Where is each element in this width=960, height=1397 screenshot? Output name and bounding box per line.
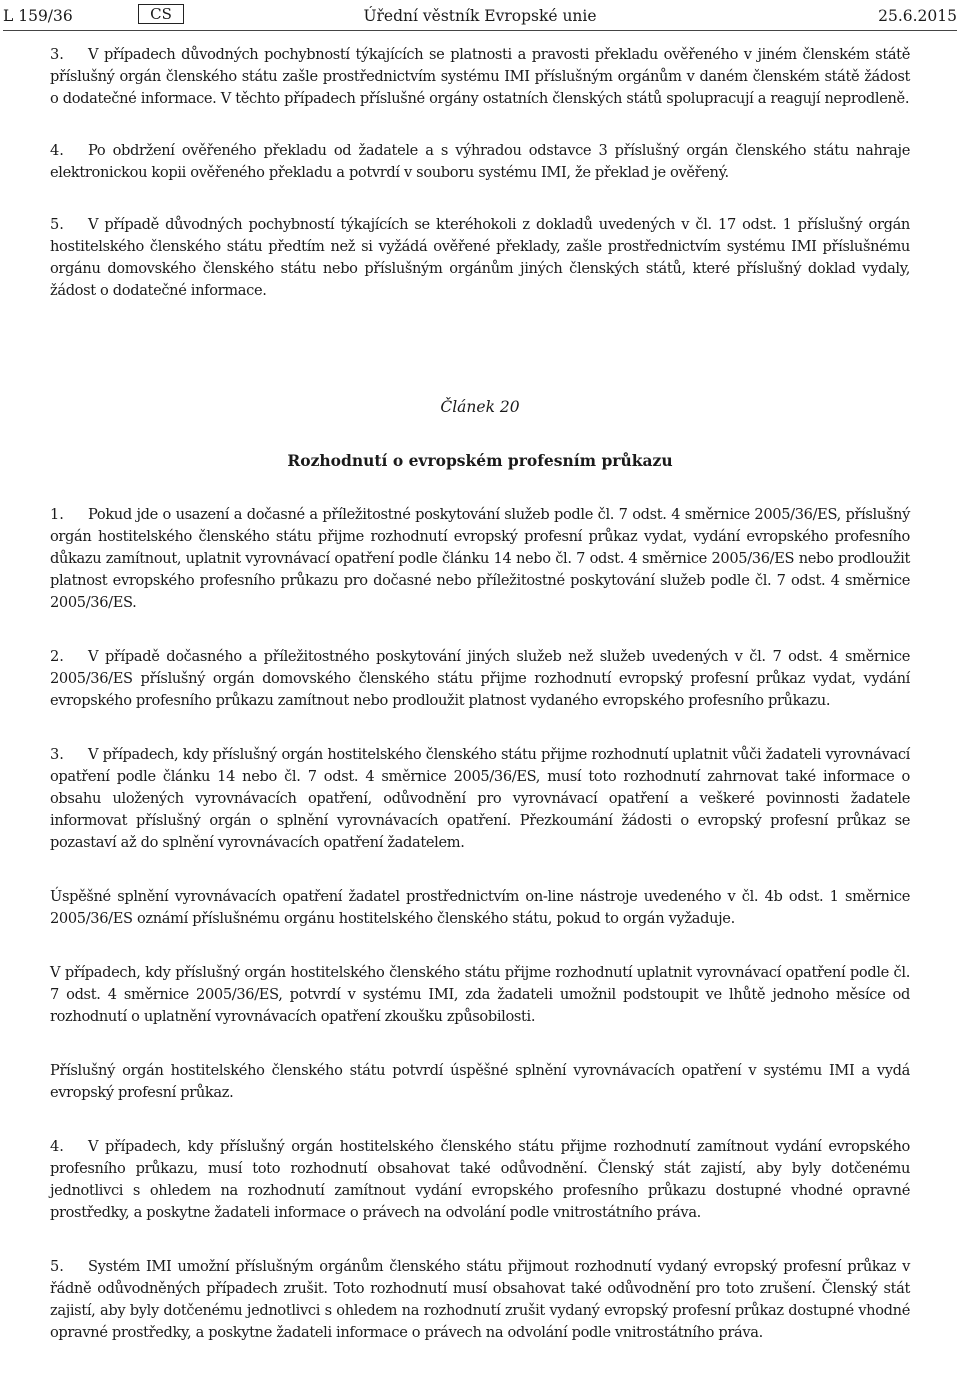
paragraph-text: Pokud jde o usazení a dočasné a příležitostné poskytování služeb podle čl. 7 odst. 4 směrnice 2005/36/ES, příslušný orgán hostitelského členského státu přijme rozhodnutí evropský profesní průkaz vydat, vydání evropského profesního důkazu zamítnout, uplatnit vyrovnávací opatření podle článku 14 nebo čl. 7 odst. 4 směrnice 2005/36/ES nebo prodloužit platnost evropského profesního průkazu pro dočasné nebo příležitostné poskytování služeb podle čl. 7 odst. 4 směrnice 2005/36/ES. (50, 506, 910, 611)
article-paragraph-3-sub-3 (50, 1060, 910, 1104)
article-paragraph-3 (50, 744, 910, 854)
article-paragraph-3-sub-1 (50, 886, 910, 930)
paragraph-text: Po obdržení ověřeného překladu od žadatele a s výhradou odstavce 3 příslušný orgán členského státu nahraje elektronickou kopii ověřeného překladu a potvrdí v souboru systému IMI, že překlad je ověřený. (50, 142, 910, 181)
article-paragraph-1 (50, 504, 910, 614)
paragraph-number: 4. (50, 142, 64, 159)
paragraph-text: V případech důvodných pochybností týkajících se platnosti a pravosti překladu ověřeného v jiném členském státě příslušný orgán členského státu zašle prostřednictvím systému IMI příslušným orgánům v daném členském státě žádost o dodatečné informace. V těchto případech příslušné orgány ostatních členských států spolupracují a reagují neprodleně. (50, 46, 910, 107)
paragraph-text: V případech, kdy příslušný orgán hostitelského členského státu přijme rozhodnutí uplatnit vůči žadateli vyrovnávací opatření podle článku 14 nebo čl. 7 odst. 4 směrnice 2005/36/ES, musí toto rozhodnutí zahrnovat také informace o obsahu uložených vyrovnávacích opatření, odůvodnění pro vyrovnávací opatření a veškeré povinnosti žadatele informovat příslušný orgán o splnění vyrovnávacích opatření. Přezkoumání žádosti o evropský profesní průkaz se pozastaví až do splnění vyrovnávacích opatření žadatelem. (50, 746, 910, 851)
journal-title: Úřední věstník Evropské unie (363, 7, 597, 25)
paragraph-text: V případě dočasného a příležitostného poskytování jiných služeb než služeb uvedených v čl. 7 odst. 4 směrnice 2005/36/ES příslušný orgán domovského členského státu přijme rozhodnutí evropský profesní průkaz vydat, vydání evropského profesního průkazu zamítnout nebo prodloužit platnost vydaného evropského profesního průkazu. (50, 648, 910, 709)
paragraph-number: 1. (50, 506, 64, 523)
paragraph-number: 4. (50, 1138, 64, 1155)
paragraph-number: 5. (50, 216, 64, 233)
paragraph-3 (50, 44, 910, 110)
article-title: Článek 20 (440, 398, 520, 416)
article-paragraph-2 (50, 646, 910, 712)
document-body (50, 44, 910, 1344)
paragraph-4 (50, 140, 910, 184)
paragraph-5 (50, 214, 910, 302)
paragraph-text: V případech, kdy příslušný orgán hostitelského členského státu přijme rozhodnutí zamítnout vydání evropského profesního průkazu, musí toto rozhodnutí obsahovat také odůvodnění. Členský stát zajistí, aby byly dotčenému jednotlivci s ohledem na rozhodnutí zamítnout vydání evropského profesního průkazu dostupné vhodné opravné prostředky, a poskytne žadateli informace o právech na odvolání podle vnitrostátního práva. (50, 1138, 910, 1221)
paragraph-text: Systém IMI umožní příslušným orgánům členského státu přijmout rozhodnutí vydaný evropský profesní průkaz v řádně odůvodněných případech zrušit. Toto rozhodnutí musí obsahovat také odůvodnění pro toto zrušení. Členský stát zajistí, aby byly dotčenému jednotlivci s ohledem na rozhodnutí zrušit vydaný evropský profesní průkaz dostupné vhodné opravné prostředky, a poskytne žadateli informace o právech na odvolání podle vnitrostátního práva. (50, 1258, 910, 1341)
article-paragraph-4 (50, 1136, 910, 1224)
paragraph-text: Úspěšné splnění vyrovnávacích opatření žadatel prostřednictvím on-line nástroje uvedeného v čl. 4b odst. 1 směrnice 2005/36/ES oznámí příslušnému orgánu hostitelského členského státu, pokud to orgán vyžaduje. (50, 888, 910, 927)
paragraph-text: Příslušný orgán hostitelského členského státu potvrdí úspěšné splnění vyrovnávacích opatření v systému IMI a vydá evropský profesní průkaz. (50, 1062, 910, 1101)
publication-date: 25.6.2015 (878, 7, 957, 25)
paragraph-number: 3. (50, 46, 64, 63)
paragraph-number: 3. (50, 746, 64, 763)
article-paragraph-5 (50, 1256, 910, 1344)
language-badge: CS (138, 4, 184, 24)
header-divider (3, 30, 957, 31)
article-heading: Rozhodnutí o evropském profesním průkazu (287, 451, 673, 470)
page-reference: L 159/36 (3, 7, 73, 25)
page-header (3, 4, 957, 28)
paragraph-number: 5. (50, 1258, 64, 1275)
paragraph-text: V případech, kdy příslušný orgán hostitelského členského státu přijme rozhodnutí uplatnit vyrovnávací opatření podle čl. 7 odst. 4 směrnice 2005/36/ES, potvrdí v systému IMI, zda žadateli umožnil podstoupit ve lhůtě jednoho měsíce od rozhodnutí o uplatnění vyrovnávacích opatření zkoušku způsobilosti. (50, 964, 910, 1025)
paragraph-text: V případě důvodných pochybností týkajících se kteréhokoli z dokladů uvedených v čl. 17 odst. 1 příslušný orgán hostitelského členského státu předtím než si vyžádá ověřené překlady, zašle prostřednictvím systému IMI příslušnému orgánu domovského členského státu nebo příslušným orgánům jiných členských států, které příslušný doklad vydaly, žádost o dodatečné informace. (50, 216, 910, 299)
article-paragraph-3-sub-2 (50, 962, 910, 1028)
paragraph-number: 2. (50, 648, 64, 665)
